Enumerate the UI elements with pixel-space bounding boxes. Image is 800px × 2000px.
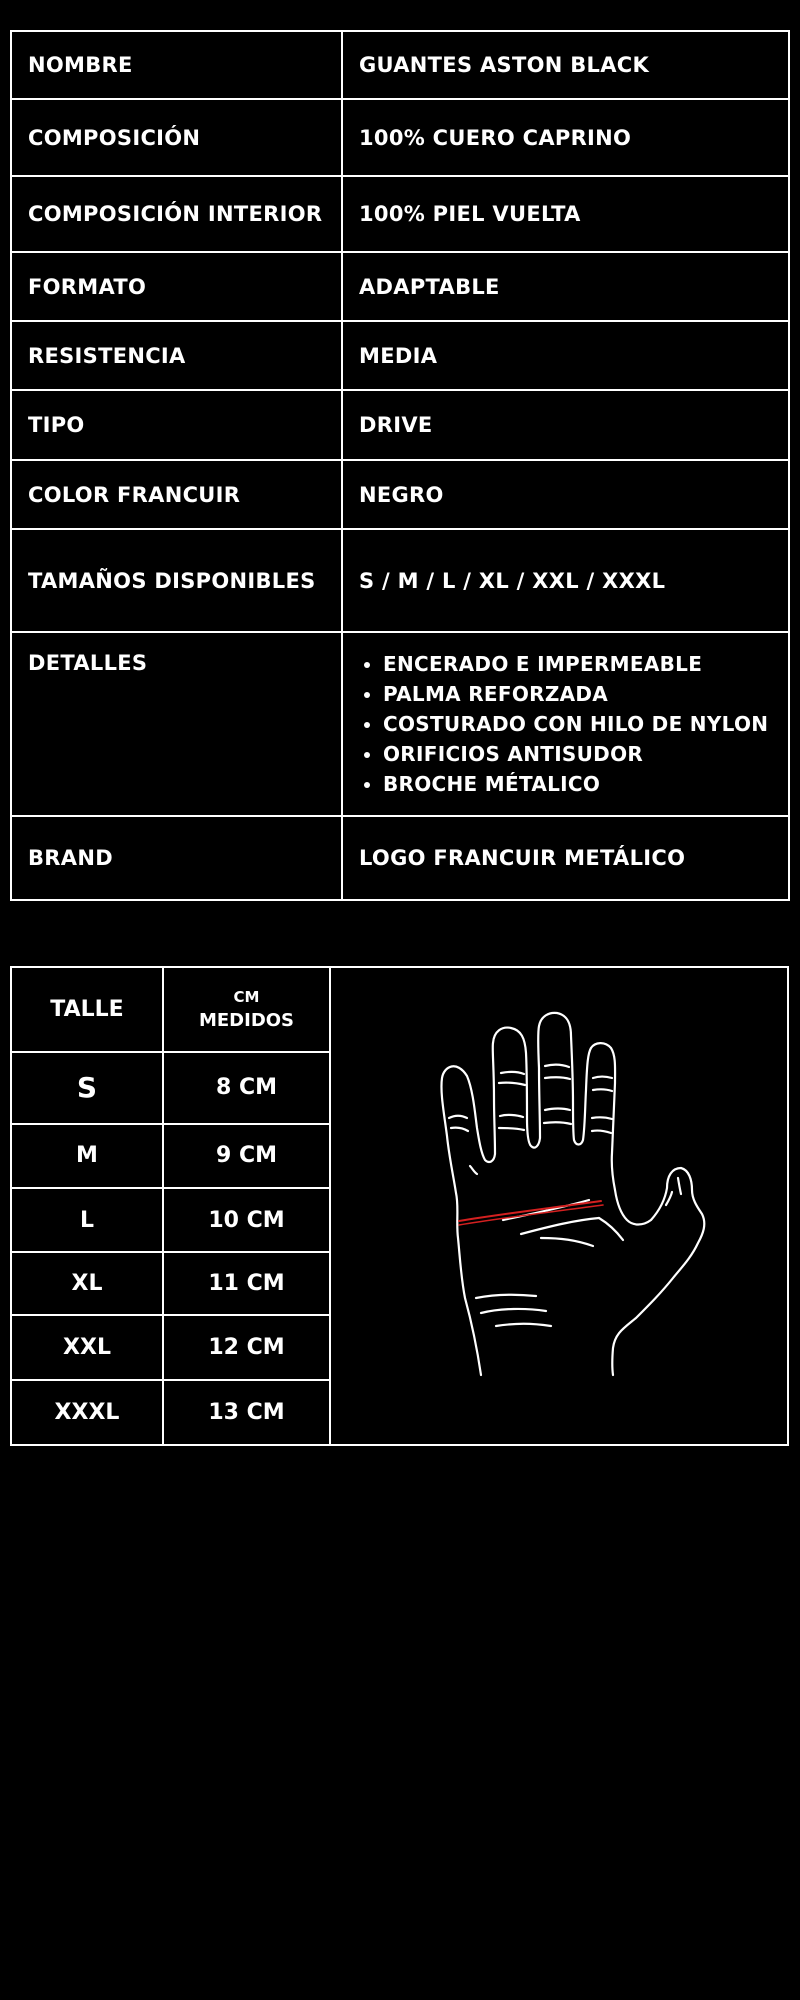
spec-label: FORMATO xyxy=(11,252,342,321)
details-list xyxy=(359,649,772,799)
spec-value: ADAPTABLE xyxy=(342,252,789,321)
spec-label: RESISTENCIA xyxy=(11,321,342,390)
spec-value: S / M / L / XL / XXL / XXXL xyxy=(342,529,789,632)
hand-illustration-cell xyxy=(330,967,788,1445)
size-label: L xyxy=(11,1188,163,1252)
size-chart-table xyxy=(10,966,789,1446)
spec-row-nombre xyxy=(11,31,789,99)
size-cm: 12 CM xyxy=(163,1315,330,1379)
spec-row-composicion xyxy=(11,99,789,176)
spec-label: BRAND xyxy=(11,816,342,900)
spec-value: LOGO FRANCUIR METÁLICO xyxy=(342,816,789,900)
spec-label: TIPO xyxy=(11,390,342,460)
list-item: • PALMA REFORZADA xyxy=(383,679,772,709)
header-cm xyxy=(163,967,330,1052)
spec-row-brand xyxy=(11,816,789,900)
spec-label: NOMBRE xyxy=(11,31,342,99)
list-item: • COSTURADO CON HILO DE NYLON xyxy=(383,709,772,739)
spec-row-resistencia xyxy=(11,321,789,390)
spec-value: NEGRO xyxy=(342,460,789,529)
details-list-cell xyxy=(342,632,789,816)
spec-row-tipo xyxy=(11,390,789,460)
spec-row-tamanos xyxy=(11,529,789,632)
size-cm: 8 CM xyxy=(163,1052,330,1123)
size-label: M xyxy=(11,1124,163,1188)
size-label: XXL xyxy=(11,1315,163,1379)
list-item: • ENCERADO E IMPERMEABLE xyxy=(383,649,772,679)
size-cm: 13 CM xyxy=(163,1380,330,1445)
header-talle: TALLE xyxy=(11,967,163,1052)
size-label: S xyxy=(11,1052,163,1123)
spec-table xyxy=(10,30,790,901)
list-item: • BROCHE MÉTALICO xyxy=(383,769,772,799)
spec-label: TAMAÑOS DISPONIBLES xyxy=(11,529,342,632)
spec-value: GUANTES ASTON BLACK xyxy=(342,31,789,99)
header-cm-unit: CM xyxy=(233,987,260,1006)
spec-row-detalles xyxy=(11,632,789,816)
spec-row-color xyxy=(11,460,789,529)
size-cm: 10 CM xyxy=(163,1188,330,1252)
spec-value: DRIVE xyxy=(342,390,789,460)
size-chart-header-row xyxy=(11,967,788,1052)
hand-outline-icon xyxy=(331,968,791,1438)
spec-label: DETALLES xyxy=(11,632,342,816)
spec-row-composicion-interior xyxy=(11,176,789,252)
spec-label: COMPOSICIÓN INTERIOR xyxy=(11,176,342,252)
size-cm: 11 CM xyxy=(163,1252,330,1315)
spec-value: 100% CUERO CAPRINO xyxy=(342,99,789,176)
list-item: • ORIFICIOS ANTISUDOR xyxy=(383,739,772,769)
spec-label: COMPOSICIÓN xyxy=(11,99,342,176)
spec-value: MEDIA xyxy=(342,321,789,390)
header-cm-label: MEDIDOS xyxy=(198,1009,295,1031)
size-label: XXXL xyxy=(11,1380,163,1445)
spec-value: 100% PIEL VUELTA xyxy=(342,176,789,252)
spec-label: COLOR FRANCUIR xyxy=(11,460,342,529)
size-label: XL xyxy=(11,1252,163,1315)
spec-row-formato xyxy=(11,252,789,321)
size-cm: 9 CM xyxy=(163,1124,330,1188)
